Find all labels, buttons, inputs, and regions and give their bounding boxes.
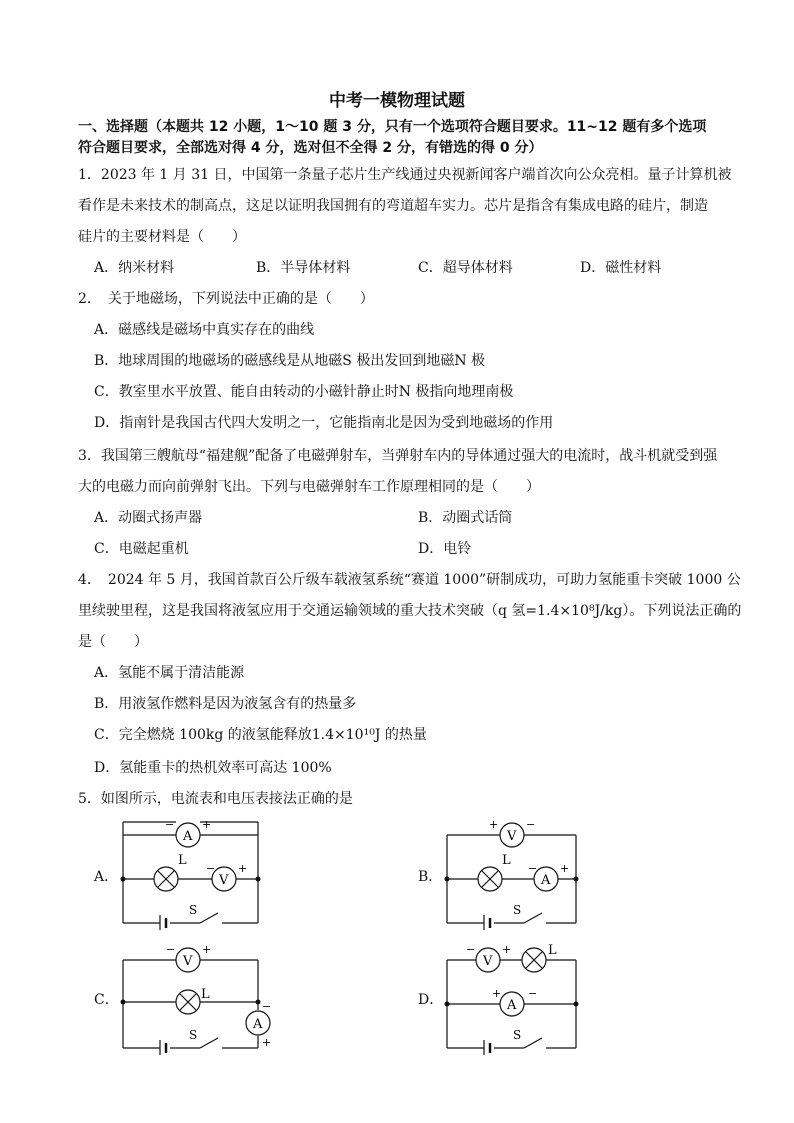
q1-option-d: D．磁性材料 — [580, 260, 662, 276]
voltmeter-letter: V — [507, 829, 517, 844]
q5-option-c-label: C． — [94, 992, 119, 1008]
q3-option-a: A．动圈式扬声器 — [94, 510, 203, 526]
ammeter-letter: A — [507, 998, 517, 1013]
q1-option-b: B．半导体材料 — [256, 260, 351, 276]
q3-option-b: B．动圈式话筒 — [418, 510, 513, 526]
q1-line3: 硅片的主要材料是（ ） — [78, 229, 246, 245]
section-heading-line1: 一、选择题（本题共 12 小题，1～10 题 3 分，只有一个选项符合题目要求。11~12 题有多个选项 — [78, 119, 707, 135]
svg-text:−: − — [466, 943, 476, 956]
ammeter-letter: A — [183, 829, 193, 844]
q5-option-a-label: A． — [94, 869, 119, 885]
q1-option-c: C．超导体材料 — [418, 260, 513, 276]
svg-text:−: − — [262, 1000, 272, 1013]
circuit-diagram-c — [110, 940, 280, 1055]
q4-line1: 4． 2024 年 5 月，我国首款百公斤级车载液氢系统“赛道 1000”研制成功，可助力氢能重卡突破 1000 公 — [78, 572, 741, 588]
circuit-diagram-a — [110, 815, 270, 930]
svg-text:+: + — [262, 1036, 272, 1049]
ammeter-letter: A — [253, 1017, 263, 1032]
q2-option-c: C．教室里水平放置、能自由转动的小磁针静止时N 极指向地理南极 — [94, 384, 514, 400]
circuit-diagram-d — [434, 940, 594, 1055]
svg-text:−: − — [526, 818, 536, 831]
q2-stem: 2． 关于地磁场，下列说法中正确的是（ ） — [78, 291, 374, 307]
voltmeter-letter: V — [483, 954, 493, 969]
svg-text:+: + — [202, 943, 212, 956]
q4-option-c: C．完全燃烧 100kg 的液氢能释放1.4×10¹⁰J 的热量 — [94, 727, 427, 743]
svg-text:−: − — [206, 862, 216, 875]
switch-letter: S — [513, 1028, 522, 1042]
section-heading-line2: 符合题目要求，全部选对得 4 分，选对但不全得 2 分，有错选的得 0 分） — [78, 140, 543, 156]
switch-letter: S — [189, 1028, 198, 1042]
lamp-letter: L — [548, 943, 557, 958]
lamp-letter: L — [178, 853, 187, 868]
switch-letter: S — [513, 903, 522, 917]
q2-option-a: A．磁感线是磁场中真实存在的曲线 — [94, 322, 315, 338]
q4-option-b: B．用液氢作燃料是因为液氢含有的热量多 — [94, 696, 357, 712]
q3-line1: 3．我国第三艘航母“福建舰”配备了电磁弹射车，当弹射车内的导体通过强大的电流时，战斗机就受到强 — [78, 448, 718, 464]
voltmeter-letter: V — [219, 873, 229, 888]
q4-option-a: A．氢能不属于清洁能源 — [94, 665, 245, 681]
svg-text:+: + — [560, 862, 570, 875]
switch-icon — [200, 1038, 218, 1048]
svg-text:−: − — [165, 818, 175, 831]
lamp-letter: L — [502, 853, 511, 868]
q4-line2: 里续驶里程，这是我国将液氢应用于交通运输领域的重大技术突破（q 氢=1.4×10⁸J/kg）。下列说法正确的 — [78, 603, 742, 619]
svg-text:+: + — [489, 818, 499, 831]
svg-text:+: + — [202, 818, 212, 831]
svg-text:−: − — [528, 987, 538, 1000]
switch-icon — [524, 1038, 542, 1048]
svg-text:−: − — [528, 862, 538, 875]
switch-letter: S — [189, 903, 198, 917]
q3-line2: 大的电磁力而向前弹射飞出。下列与电磁弹射车工作原理相同的是（ ） — [78, 479, 540, 495]
q1-line1: 1．2023 年 1 月 31 日，中国第一条量子芯片生产线通过央视新闻客户端首次向公众亮相。量子计算机被 — [78, 167, 732, 183]
ammeter-letter: A — [541, 873, 551, 888]
q1-option-a: A．纳米材料 — [94, 260, 175, 276]
q5-stem: 5．如图所示，电流表和电压表接法正确的是 — [78, 791, 353, 807]
page-title: 中考一模物理试题 — [329, 91, 465, 111]
q5-option-d-label: D． — [418, 992, 444, 1008]
q5-option-b-label: B． — [418, 869, 443, 885]
q2-option-d: D．指南针是我国古代四大发明之一，它能指南北是因为受到地磁场的作用 — [94, 415, 554, 431]
svg-text:+: + — [492, 987, 502, 1000]
circuit-diagram-b — [434, 815, 594, 930]
switch-icon — [524, 913, 542, 923]
svg-text:−: − — [166, 943, 176, 956]
q4-option-d: D．氢能重卡的热机效率可高达 100% — [94, 760, 332, 776]
svg-text:+: + — [238, 862, 248, 875]
lamp-letter: L — [201, 987, 210, 1002]
voltmeter-letter: V — [183, 954, 193, 969]
q3-option-d: D．电铃 — [418, 541, 472, 557]
q4-line3: 是（ ） — [78, 634, 148, 650]
q2-option-b: B．地球周围的地磁场的磁感线是从地磁S 极出发回到地磁N 极 — [94, 353, 486, 369]
svg-text:+: + — [502, 943, 512, 956]
q3-option-c: C．电磁起重机 — [94, 541, 189, 557]
switch-icon — [200, 913, 218, 923]
q1-line2: 看作是未来技术的制高点，这足以证明我国拥有的弯道超车实力。芯片是指含有集成电路的硅片，制造 — [78, 198, 708, 214]
